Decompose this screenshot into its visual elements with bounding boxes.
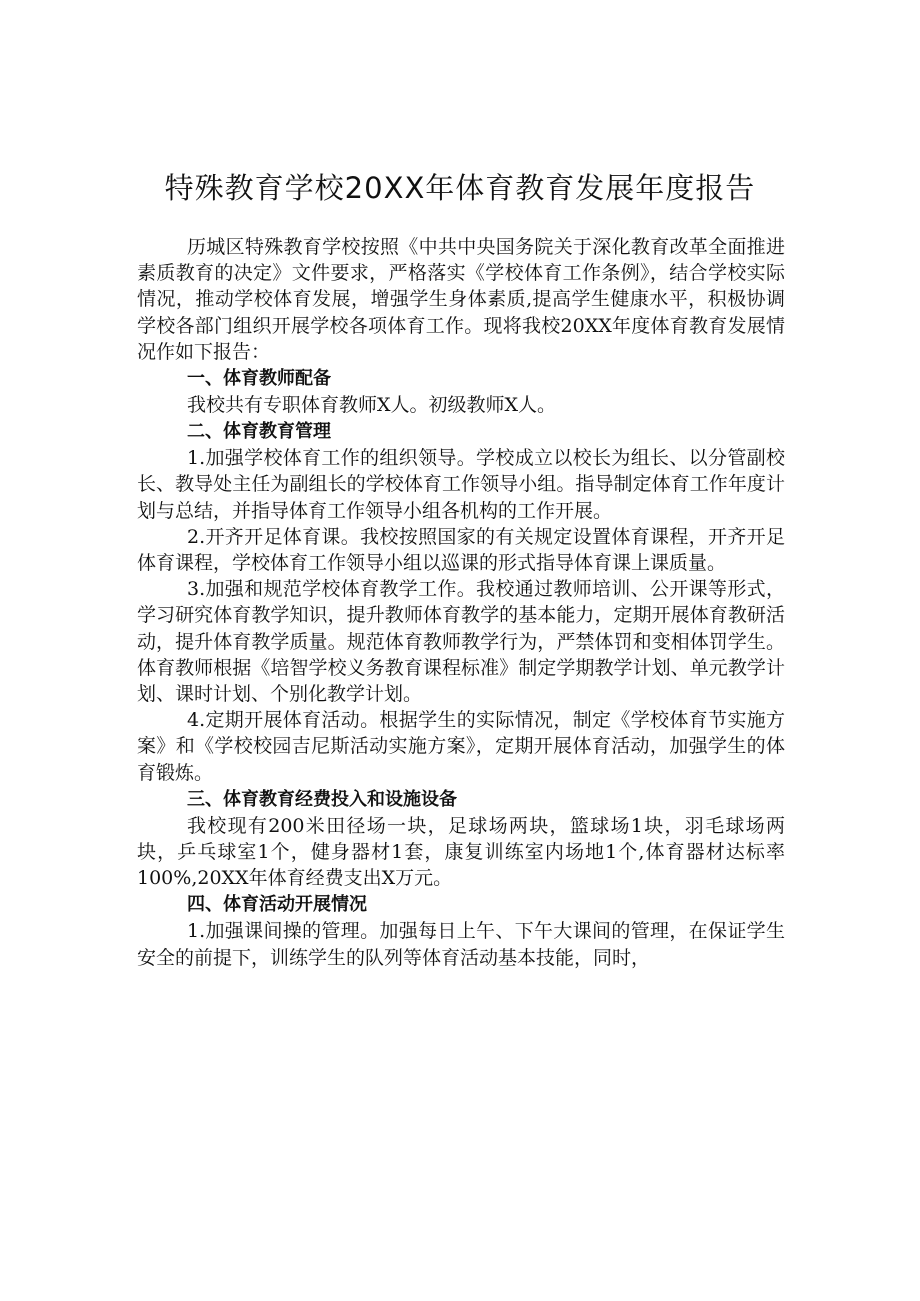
document-body: [137, 234, 785, 971]
section-2-item: 4.定期开展体育活动。根据学生的实际情况，制定《学校体育节实施方案》和《学校校园吉尼斯活动实施方案》，定期开展体育活动，加强学生的体育锻炼。: [137, 709, 785, 784]
section-1-paragraph: 我校共有专职体育教师X人。初级教师X人。: [187, 394, 557, 417]
intro-paragraph: 历城区特殊教育学校按照《中共中央国务院关于深化教育改革全面推进素质教育的决定》文件要求，严格落实《学校体育工作条例》，结合学校实际情况，推动学校体育发展，增强学生身体素质,提高学生健康水平，积极协调学校各部门组织开展学校各项体育工作。现将我校20XX年度体育教育发展情况作如下报告：: [137, 236, 785, 363]
section-2-item: 3.加强和规范学校体育教学工作。我校通过教师培训、公开课等形式，学习研究体育教学知识，提升教师体育教学的基本能力，定期开展体育教研活动，提升体育教学质量。规范体育教师教学行为，严禁体罚和变相体罚学生。体育教师根据《培智学校义务教育课程标准》制定学期教学计划、单元教学计划、课时计划、个别化教学计划。: [137, 578, 785, 706]
section-2-item: 1.加强学校体育工作的组织领导。学校成立以校长为组长、以分管副校长、教导处主任为副组长的学校体育工作领导小组。指导制定体育工作年度计划与总结，并指导体育工作领导小组各机构的工作开展。: [137, 447, 785, 522]
document-title: 特殊教育学校20XX年体育教育发展年度报告: [164, 171, 756, 205]
section-3-paragraph: 我校现有200米田径场一块，足球场两块，篮球场1块，羽毛球场两块，乒乓球室1个，健身器材1套，康复训练室内场地1个,体育器材达标率100%,20XX年体育经费支出X万元。: [137, 814, 785, 890]
section-3-heading: 三、体育教育经费投入和设施设备: [187, 788, 457, 810]
section-4-paragraph: 1.加强课间操的管理。加强每日上午、下午大课间的管理，在保证学生安全的前提下，训练学生的队列等体育活动基本技能，同时，: [137, 920, 785, 969]
section-2-item: 2.开齐开足体育课。我校按照国家的有关规定设置体育课程，开齐开足体育课程，学校体育工作领导小组以巡课的形式指导体育课上课质量。: [137, 525, 785, 575]
section-4-heading: 四、体育活动开展情况: [187, 894, 367, 916]
section-1-heading: 一、体育教师配备: [187, 368, 331, 390]
section-2-heading: 二、体育教育管理: [187, 421, 331, 443]
